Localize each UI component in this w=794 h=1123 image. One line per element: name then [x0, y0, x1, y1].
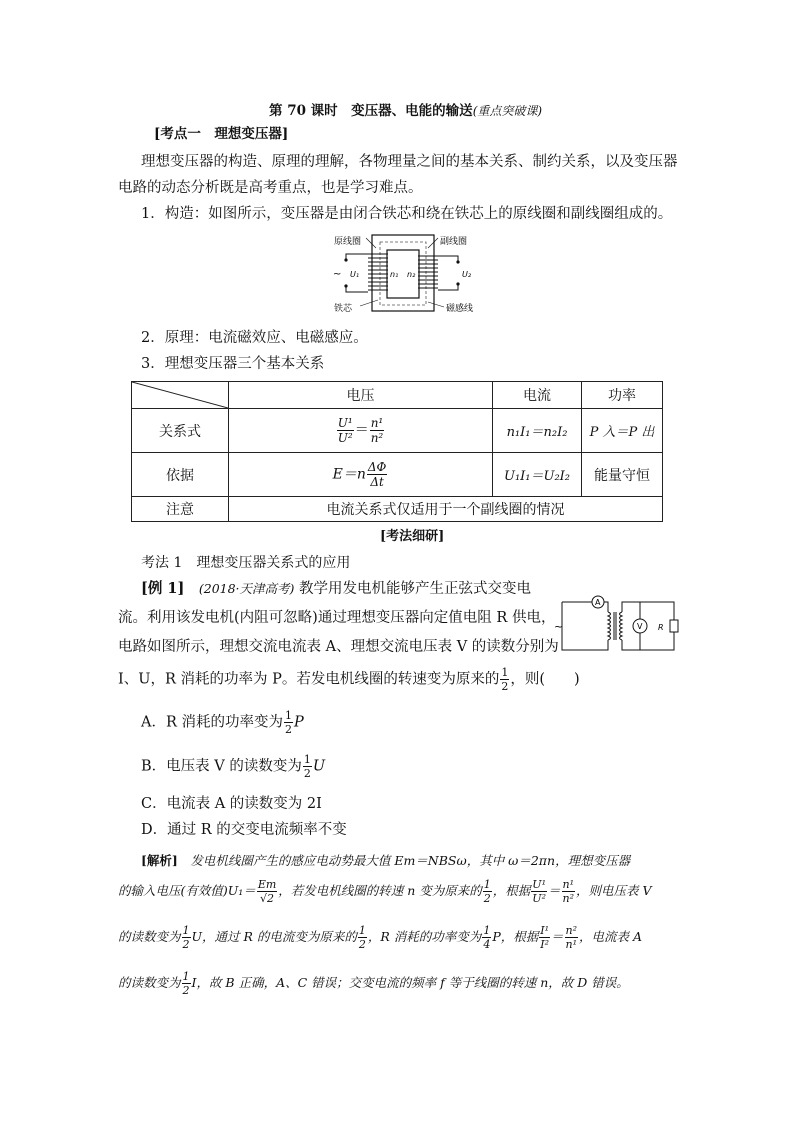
- option-a-var: P: [294, 714, 304, 731]
- ac-symbol: ~: [333, 269, 342, 280]
- core-label: 铁芯: [334, 304, 353, 314]
- option-b[interactable]: [141, 754, 325, 779]
- quarter-den: 4: [483, 938, 491, 951]
- resistor-label: R: [658, 623, 664, 632]
- row-label-note: 注意: [132, 497, 229, 522]
- example-label: [例 1]: [141, 580, 185, 597]
- example-line-3: 电路如图所示，理想交流电流表 A、理想交流电压表 V 的读数分别为: [118, 639, 559, 655]
- analysis-text-4b: I，故 B 正确，A、C 错误；交变电流的频率 f 等于线圈的转速 n，故 D 错误。: [191, 975, 629, 990]
- half-num: 1: [501, 666, 509, 679]
- row-label-basis: 依据: [132, 453, 229, 497]
- relations-table: [131, 381, 663, 522]
- u-ratio-num: U¹: [337, 416, 353, 430]
- header-voltage: 电压: [229, 382, 493, 409]
- ammeter-label: A: [595, 598, 601, 607]
- voltage-formula: $\frac{\text{U¹}}{\text{U²}}$ ＝ $\frac{\text{n¹}}{\text{n²}}$: [229, 409, 493, 453]
- half-den: 2: [501, 680, 509, 693]
- section-heading: [考点一 理想变压器]: [154, 126, 289, 142]
- analysis-text-3b: U，通过 R 的电流变为原来的: [191, 929, 357, 944]
- i1-num: I¹: [540, 924, 549, 937]
- u-ratio-den: U²: [337, 431, 353, 445]
- header-current: 电流: [493, 382, 582, 409]
- example-text-4b: ，则( ): [510, 671, 580, 688]
- source-symbol: ~: [554, 620, 564, 633]
- em-num: Em: [257, 878, 277, 891]
- half-num: 1: [303, 753, 311, 766]
- core-outer: [372, 235, 434, 311]
- transformer-secondary: [620, 612, 623, 640]
- table-corner: [132, 382, 229, 409]
- half-den: 2: [483, 892, 491, 905]
- title-tag: (重点突破课): [472, 104, 543, 118]
- option-b-text: B．电压表 V 的读数变为: [141, 758, 302, 775]
- n2-num: n²: [565, 924, 578, 937]
- analysis-text-4a: 的读数变为: [118, 975, 181, 990]
- voltmeter-label: V: [637, 622, 643, 631]
- half-den: 2: [358, 938, 366, 951]
- detail-heading: [考法细研]: [380, 529, 445, 544]
- item-principle: 2．原理：电流磁效应、电磁感应。: [141, 330, 368, 346]
- power-basis: 能量守恒: [582, 453, 663, 497]
- n-ratio-den: n²: [370, 431, 384, 445]
- n1-label: n₁: [390, 270, 399, 279]
- current-formula: n₁I₁＝n₂I₂: [493, 409, 582, 453]
- page-title: [269, 99, 542, 119]
- item-relations: 3．理想变压器三个基本关系: [141, 356, 325, 372]
- secondary-coil: [418, 256, 438, 288]
- sqrt2-den: √2: [260, 892, 275, 905]
- analysis-text-2d: ，则电压表 V: [576, 883, 652, 898]
- u1-num: U¹: [532, 878, 546, 891]
- half-num: 1: [182, 924, 190, 937]
- transformer-primary: [608, 612, 611, 640]
- header-power: 功率: [582, 382, 663, 409]
- half-den: 2: [182, 984, 190, 997]
- half-den: 2: [285, 723, 292, 736]
- method-heading: 考法 1 理想变压器关系式的应用: [141, 555, 351, 571]
- analysis-line-4: [118, 971, 629, 996]
- primary-coil-label: 原线圈: [334, 237, 362, 247]
- example-text-4a: I、U，R 消耗的功率为 P。若发电机线圈的转速变为原来的: [118, 671, 500, 688]
- n1-num: n¹: [562, 878, 574, 891]
- item-structure: 1．构造：如图所示，变压器是由闭合铁芯和绕在铁芯上的原线圈和副线圈组成的。: [141, 206, 673, 222]
- half-num: 1: [483, 878, 491, 891]
- row-label-formula: 关系式: [132, 409, 229, 453]
- flux-change: ΔΦ: [367, 460, 387, 474]
- analysis-line-1: [141, 851, 630, 869]
- u1-label: U₁: [350, 270, 360, 279]
- u2-label: U₂: [462, 270, 472, 279]
- secondary-wires: [438, 256, 458, 290]
- example-text-1: 教学用发电机能够产生正弦式交变电: [299, 581, 532, 597]
- analysis-text-1: 发电机线圈产生的感应电动势最大值 Em＝NBSω，其中 ω＝2πn，理想变压器: [190, 853, 631, 868]
- n2-den: n²: [562, 892, 574, 905]
- analysis-line-2: 的输入电压(有效值)U₁＝ $\frac{Em}{√2}$ ，若发电机线圈的转速 n 变为原来的 $\frac{1}{2}$ ，根据 $\frac{\text{U¹}}{\text{U²}}$ ＝ $\frac{\text{n¹}}{\text{n²}}$ ，则电压表 V: [118, 878, 652, 905]
- analysis-text-2c: ，根据: [492, 883, 531, 898]
- option-a-text: A．R 消耗的功率变为: [141, 714, 283, 731]
- resistor: [670, 620, 678, 632]
- current-basis: U₁I₁＝U₂I₂: [493, 453, 582, 497]
- primary-coil: [368, 254, 388, 290]
- option-d[interactable]: D．通过 R 的交变电流频率不变: [141, 822, 347, 838]
- example-line-1: [141, 582, 531, 597]
- quarter-num: 1: [483, 924, 491, 937]
- n-ratio-num: n¹: [370, 416, 384, 430]
- transformer-figure: [330, 230, 490, 318]
- half-num: 1: [182, 970, 190, 983]
- note-text: 电流关系式仅适用于一个副线圈的情况: [229, 497, 663, 522]
- n2-label: n₂: [407, 270, 416, 279]
- u2-den: U²: [532, 892, 546, 905]
- n1-den: n¹: [565, 938, 578, 951]
- analysis-text-3d: P，根据: [492, 929, 539, 944]
- time-change: Δt: [370, 475, 384, 489]
- analysis-text-2a: 的输入电压(有效值)U₁＝: [118, 883, 256, 898]
- analysis-text-3a: 的读数变为: [118, 929, 181, 944]
- emf-formula: E＝n: [332, 466, 366, 483]
- option-c[interactable]: C．电流表 A 的读数变为 2I: [141, 796, 322, 812]
- half-num: 1: [358, 924, 366, 937]
- analysis-text-3e: ，电流表 A: [579, 929, 643, 944]
- half-den: 2: [303, 767, 311, 780]
- power-formula: P 入＝P 出: [582, 409, 663, 453]
- intro-line-1: 理想变压器的构造、原理的理解，各物理量之间的基本关系、制约关系，以及变压器: [141, 154, 678, 170]
- half-num: 1: [285, 709, 292, 722]
- circuit-figure: [552, 594, 682, 658]
- flux-label: 磁感线: [446, 304, 474, 314]
- example-line-4: [118, 667, 580, 692]
- option-b-var: U: [312, 758, 326, 775]
- title-main: 第 70 课时 变压器、电能的输送: [269, 103, 473, 119]
- analysis-label: [解析]: [141, 853, 178, 868]
- secondary-coil-label: 副线圈: [440, 237, 468, 247]
- analysis-line-3: 的读数变为 $\frac{1}{2}$ U，通过 R 的电流变为原来的 $\frac{1}{2}$ ，R 消耗的功率变为 $\frac{1}{4}$ P，根据 $\frac{\text{I¹}}{\text{I²}}$ ＝ $\frac{\text{n²}}{\text{n¹}}$ ，电流表 A: [118, 924, 643, 951]
- option-a[interactable]: [141, 710, 304, 735]
- analysis-text-2b: ，若发电机线圈的转速 n 变为原来的: [278, 883, 482, 898]
- example-line-2: 流。利用该发电机(内阻可忽略)通过理想变压器向定值电阻 R 供电，: [118, 610, 556, 626]
- half-den: 2: [182, 938, 190, 951]
- voltage-basis: [229, 453, 493, 497]
- intro-line-2: 电路的动态分析既是高考重点，也是学习难点。: [118, 180, 423, 196]
- example-source: (2018·天津高考): [198, 581, 295, 596]
- i2-den: I²: [540, 938, 549, 951]
- analysis-text-3c: ，R 消耗的功率变为: [367, 929, 482, 944]
